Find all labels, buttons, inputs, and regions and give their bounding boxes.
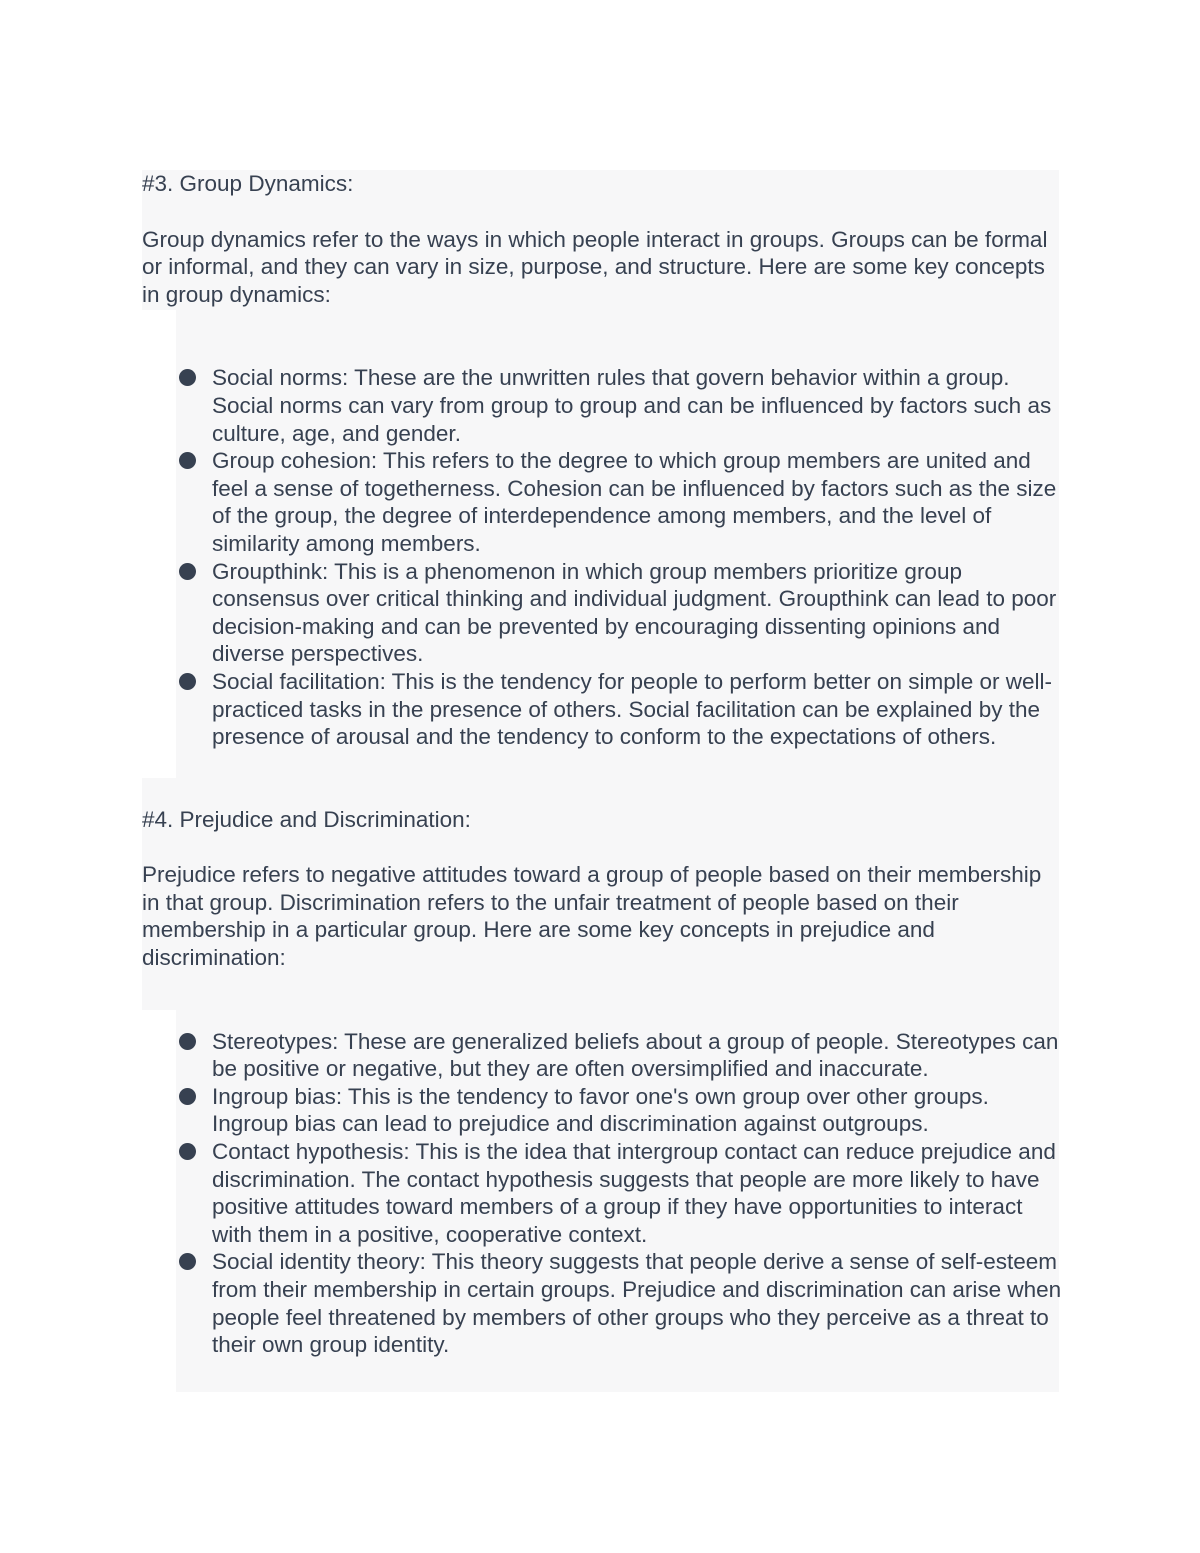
bullet-icon (179, 1143, 196, 1160)
bullet-icon (179, 1033, 196, 1050)
list-item-text: Social identity theory: This theory suggests that people derive a sense of self-esteem from their membership in certain groups. Prejudice and discrimination can arise when people feel threatened by members of other groups who they perceive as a threat to their own group identity. (212, 1249, 1062, 1358)
bullet-icon (179, 369, 196, 386)
list-item (212, 364, 1062, 447)
bullet-icon (179, 452, 196, 469)
list-item (212, 447, 1062, 557)
list-item (212, 1028, 1062, 1083)
section-heading: #4. Prejudice and Discrimination: (142, 806, 471, 832)
section-prejudice-discrimination (142, 806, 1062, 1359)
list-item (212, 668, 1062, 751)
bullet-icon (179, 1253, 196, 1270)
list-item (212, 1138, 1062, 1248)
list-item-text: Social facilitation: This is the tendency for people to perform better on simple or well-practiced tasks in the presence of others. Social facilitation can be explained by the presence of arousal and the tendency to conform to the expectations of others. (212, 668, 1052, 750)
section-spacer (142, 751, 1062, 806)
list-item-text: Stereotypes: These are generalized beliefs about a group of people. Stereotypes can be positive or negative, but they are often oversimplified and inaccurate. (212, 1028, 1059, 1082)
list-item (212, 1248, 1062, 1358)
list-item-text: Groupthink: This is a phenomenon in which group members prioritize group consensus over critical thinking and individual judgment. Groupthink can lead to poor decision-making and can be prevented by encouraging dissenting opinions and diverse perspectives. (212, 558, 1057, 667)
bullet-icon (179, 673, 196, 690)
section-intro-paragraph: Prejudice refers to negative attitudes toward a group of people based on their membership in that group. Discrimination refers to the unfair treatment of people based on their membership in a particular group. Here are some key concepts in prejudice and discrimination: (142, 862, 1042, 971)
list-item (212, 558, 1062, 668)
document-body (142, 170, 1062, 1359)
section-heading: #3. Group Dynamics: (142, 171, 354, 196)
section-group-dynamics (142, 170, 1062, 751)
bullet-list (142, 364, 1062, 750)
list-item-text: Social norms: These are the unwritten rules that govern behavior within a group. Social norms can vary from group to group and can be influenced by factors such as culture, age, and gender. (212, 365, 1052, 446)
section-intro-paragraph: Group dynamics refer to the ways in which people interact in groups. Groups can be formal or informal, and they can vary in size, purpose, and structure. Here are some key concepts in group dynamics: (142, 226, 1048, 307)
list-item-text: Group cohesion: This refers to the degree to which group members are united and feel a sense of togetherness. Cohesion can be influenced by factors such as the size of the group, the degree of interdependence among members, and the level of similarity among members. (212, 448, 1057, 556)
bullet-icon (179, 1088, 196, 1105)
list-item-text: Ingroup bias: This is the tendency to favor one's own group over other groups. Ingroup bias can lead to prejudice and discrimination against outgroups. (212, 1083, 989, 1137)
bullet-list (142, 1028, 1062, 1359)
list-item (212, 1083, 1062, 1138)
list-item-text: Contact hypothesis: This is the idea that intergroup contact can reduce prejudice and discrimination. The contact hypothesis suggests that people are more likely to have positive attitudes toward members of a group if they have opportunities to interact with them in a positive, cooperative context. (212, 1139, 1056, 1247)
bullet-icon (179, 563, 196, 580)
